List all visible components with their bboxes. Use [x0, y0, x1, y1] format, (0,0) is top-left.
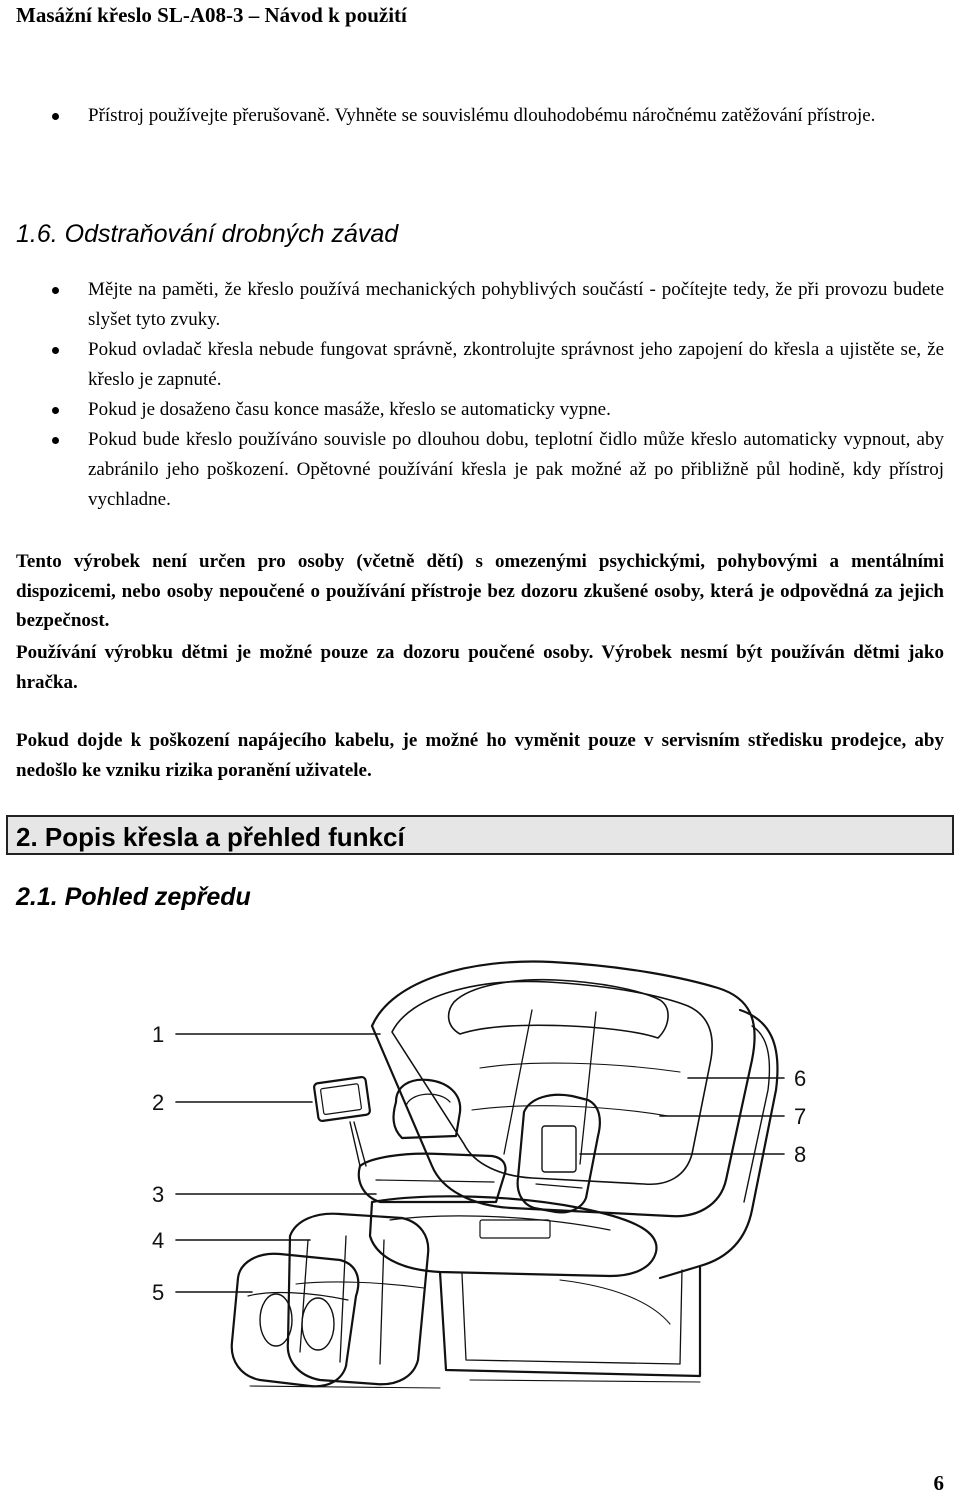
callout-number-1: 1	[152, 1022, 165, 1047]
list-item: Přístroj používejte přerušovaně. Vyhněte se souvislému dlouhodobému náročnému zatěžování přístroje.	[0, 101, 944, 131]
callout-number-8: 8	[794, 1142, 807, 1167]
callout-number-7: 7	[794, 1104, 807, 1129]
callout-number-4: 4	[152, 1228, 165, 1253]
callout-number-3: 3	[152, 1182, 165, 1207]
intro-bullet-list	[0, 101, 944, 131]
page-number: 6	[933, 1471, 944, 1495]
section-heading-2-1: 2.1. Pohled zepředu	[16, 883, 251, 911]
document-header: Masážní křeslo SL-A08-3 – Návod k použití	[16, 3, 407, 27]
list-item: Mějte na paměti, že křeslo používá mechanických pohyblivých součástí - počítejte tedy, že při provozu budete slyšet tyto zvuky.	[0, 275, 944, 335]
section-heading-1-6: 1.6. Odstraňování drobných závad	[16, 220, 399, 248]
section-heading-2-box	[6, 815, 954, 855]
list-item: Pokud je dosaženo času konce masáže, křeslo se automaticky vypne.	[0, 395, 944, 425]
callout-number-5: 5	[152, 1280, 165, 1305]
list-item: Pokud ovladač křesla nebude fungovat správně, zkontrolujte správnost jeho zapojení do křesla a ujistěte se, že křeslo je zapnuté.	[0, 335, 944, 395]
callout-number-2: 2	[152, 1090, 165, 1115]
massage-chair-illustration	[140, 940, 840, 1390]
section-heading-2: 2. Popis křesla a přehled funkcí	[16, 822, 405, 852]
warning-paragraph-persons: Tento výrobek není určen pro osoby (včetně dětí) s omezenými psychickými, pohybovými a mentálními dispozicemi, nebo osoby nepoučené o používání přístroje bez dozoru zkušené osoby, která je odpovědná za jejich bezpečnost.	[16, 551, 944, 631]
warning-paragraph-children: Používání výrobku dětmi je možné pouze za dozoru poučené osoby. Výrobek nesmí být používán dětmi jako hračka.	[16, 642, 944, 693]
list-item: Pokud bude křeslo používáno souvisle po dlouhou dobu, teplotní čidlo může křeslo automaticky vypnout, aby zabránilo jeho poškození. Opětovné používání křesla je pak možné až po přibližně půl hodině, kdy přístroj vychladne.	[0, 425, 944, 515]
callout-number-6: 6	[794, 1066, 807, 1091]
troubleshooting-bullet-list	[0, 275, 944, 515]
warning-paragraph-cable: Pokud dojde k poškození napájecího kabelu, je možné ho vyměnit pouze v servisním středisku prodejce, aby nedošlo ke vzniku rizika poranění uživatele.	[16, 730, 944, 781]
